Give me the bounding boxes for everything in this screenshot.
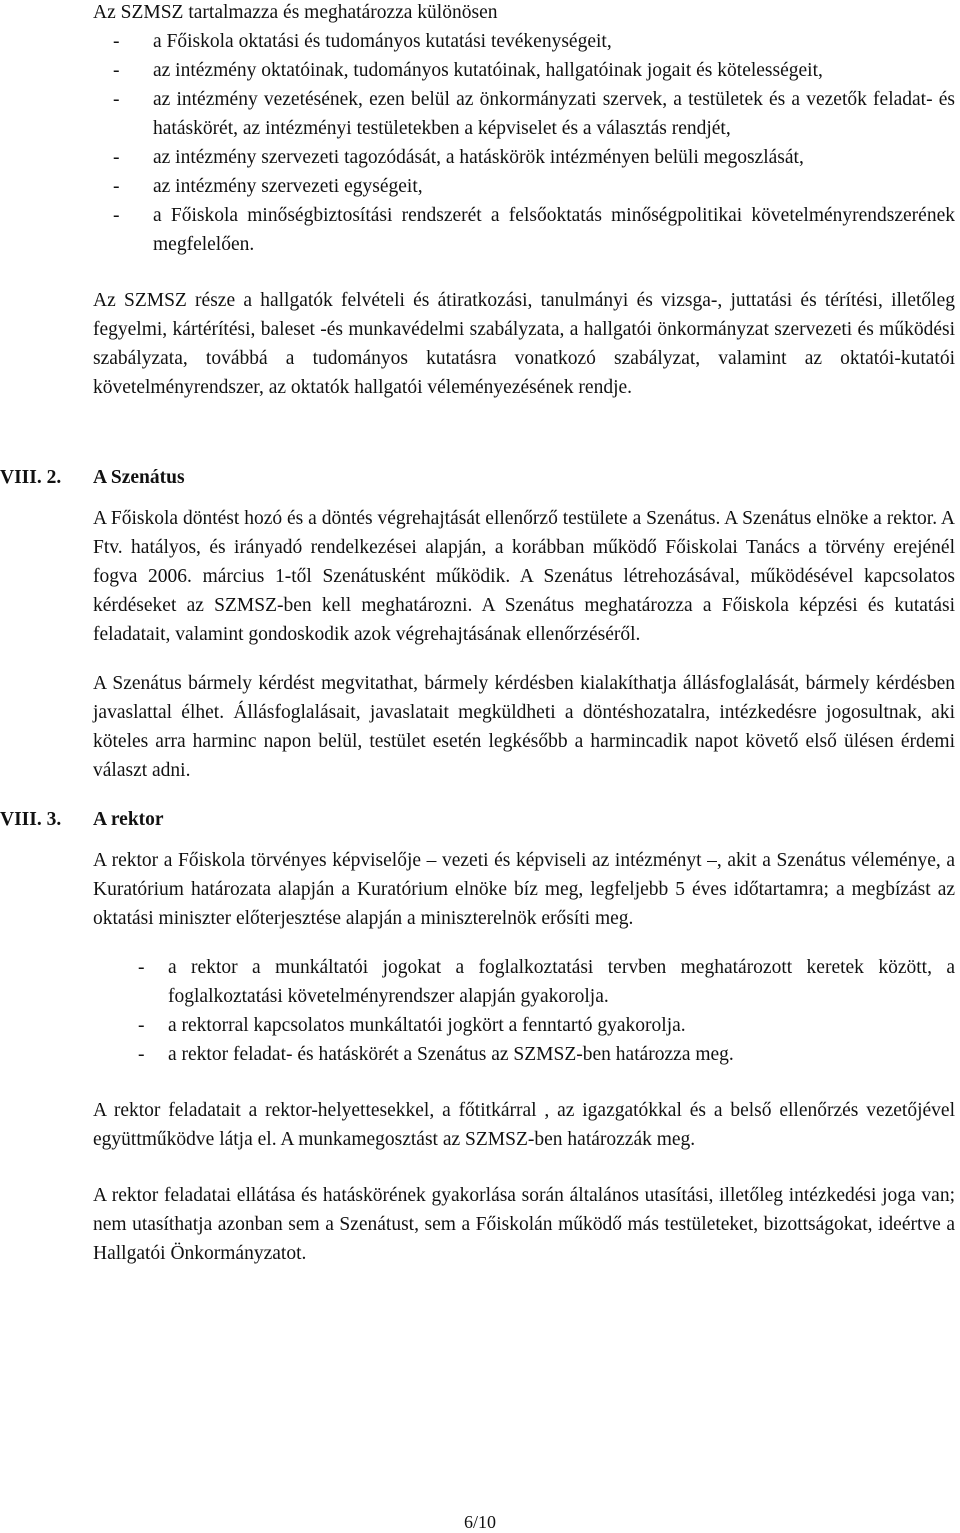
- section-number: VIII. 3.: [0, 809, 62, 830]
- list-item: - az intézmény szervezeti tagozódását, a hatáskörök intézményen belüli megoszlását,: [93, 143, 955, 172]
- rektor-paragraph-3: A rektor feladatai ellátása és hatáskörének gyakorlása során általános utasítási, illetőleg intézkedési joga van; nem utasíthatja azonban sem a Szenátust, sem a Főiskolán működő más testületeket, bizottságokat, ideértve a Hallgatói Önkormányzatot.: [93, 1185, 955, 1264]
- rektor-paragraph-1: A rektor a Főiskola törvényes képviselője – vezeti és képviseli az intézményt –, akit a Szenátus véleménye, a Kuratórium határozata alapján a Kuratórium elnöke bíz meg, legfeljebb 5 éves időtartamra; a megbízást az oktatási miniszter előterjesztése alapján a miniszterelnök erősíti meg.: [93, 850, 955, 929]
- rektor-duties-list: [93, 953, 955, 1069]
- section-number: VIII. 2.: [0, 467, 62, 488]
- list-item: - a Főiskola minőségbiztosítási rendszerét a felsőoktatás minőségpolitikai követelményrendszerének megfelelően.: [93, 201, 955, 259]
- intro-text: Az SZMSZ tartalmazza és meghatározza különösen: [93, 2, 498, 23]
- rektor-paragraph-2: A rektor feladatait a rektor-helyettesekkel, a főtitkárral , az igazgatókkal és a belső ellenőrzés vezetőjével együttműködve látja el. A munkamegosztást az SZMSZ-ben határozzák meg.: [93, 1100, 955, 1150]
- section-heading-rektor: [0, 805, 955, 834]
- section-heading-szenatus: [0, 463, 955, 492]
- list-item: - a rektor feladat- és hatáskörét a Szenátus az SZMSZ-ben határozza meg.: [93, 1040, 955, 1069]
- szenatus-paragraph-2: A Szenátus bármely kérdést megvitathat, bármely kérdésben kialakíthatja állásfoglalását, bármely kérdésben javaslattal élhet. Állásfoglalásait, javaslatait megküldheti a döntéshozatalra, intézkedésre jogosultnak, aki köteles arra harminc napon belül, testület esetén legkésőbb a harmincadik napot követő első ülésen érdemi választ adni.: [93, 673, 955, 781]
- page-number: 6/10: [463, 1512, 496, 1532]
- section-title: A Szenátus: [93, 467, 185, 488]
- szmsz-part-paragraph: Az SZMSZ része a hallgatók felvételi és átiratkozási, tanulmányi és vizsga-, juttatási és térítési, illetőleg fegyelmi, kártérítési, baleset -és munkavédelmi szabályzata, a hallgatói önkormányzat szervezeti és működési szabályzata, továbbá a tudományos kutatásra vonatkozó szabályzat, valamint az oktatói-kutatói követelményrendszer, az oktatók hallgatói véleményezésének rendje.: [93, 290, 955, 398]
- list-item: - az intézmény vezetésének, ezen belül az önkormányzati szervek, a testületek és a vezetők feladat- és hatáskörét, az intézményi testületekben a képviselet és a választás rendjét,: [93, 85, 955, 143]
- list-item: - az intézmény szervezeti egységeit,: [93, 172, 955, 201]
- szenatus-paragraph-1: A Főiskola döntést hozó és a döntés végrehajtását ellenőrző testülete a Szenátus. A Szenátus elnöke a rektor. A Ftv. hatályos, és irányadó rendelkezései alapján, a korábban működő Főiskolai Tanács a törvény erejénél fogva 2006. március 1-től Szenátusként működik. A Szenátus létrehozásával, működésével kapcsolatos kérdéseket az SZMSZ-ben kell meghatározni. A Szenátus meghatározza a Főiskola képzési és kutatási feladatait, valamint gondoskodik azok végrehajtásának ellenőrzéséről.: [93, 508, 955, 645]
- list-item: - a Főiskola oktatási és tudományos kutatási tevékenységeit,: [93, 27, 955, 56]
- list-item: - a rektorral kapcsolatos munkáltatói jogkört a fenntartó gyakorolja.: [93, 1011, 955, 1040]
- list-item: - a rektor a munkáltatói jogokat a foglalkoztatási tervben meghatározott keretek között, a foglalkoztatási követelményrendszer alapján gyakorolja.: [93, 953, 955, 1011]
- list-item: - az intézmény oktatóinak, tudományos kutatóinak, hallgatóinak jogait és kötelességeit,: [93, 56, 955, 85]
- szmsz-contents-list: [93, 27, 955, 259]
- section-title: A rektor: [93, 809, 164, 830]
